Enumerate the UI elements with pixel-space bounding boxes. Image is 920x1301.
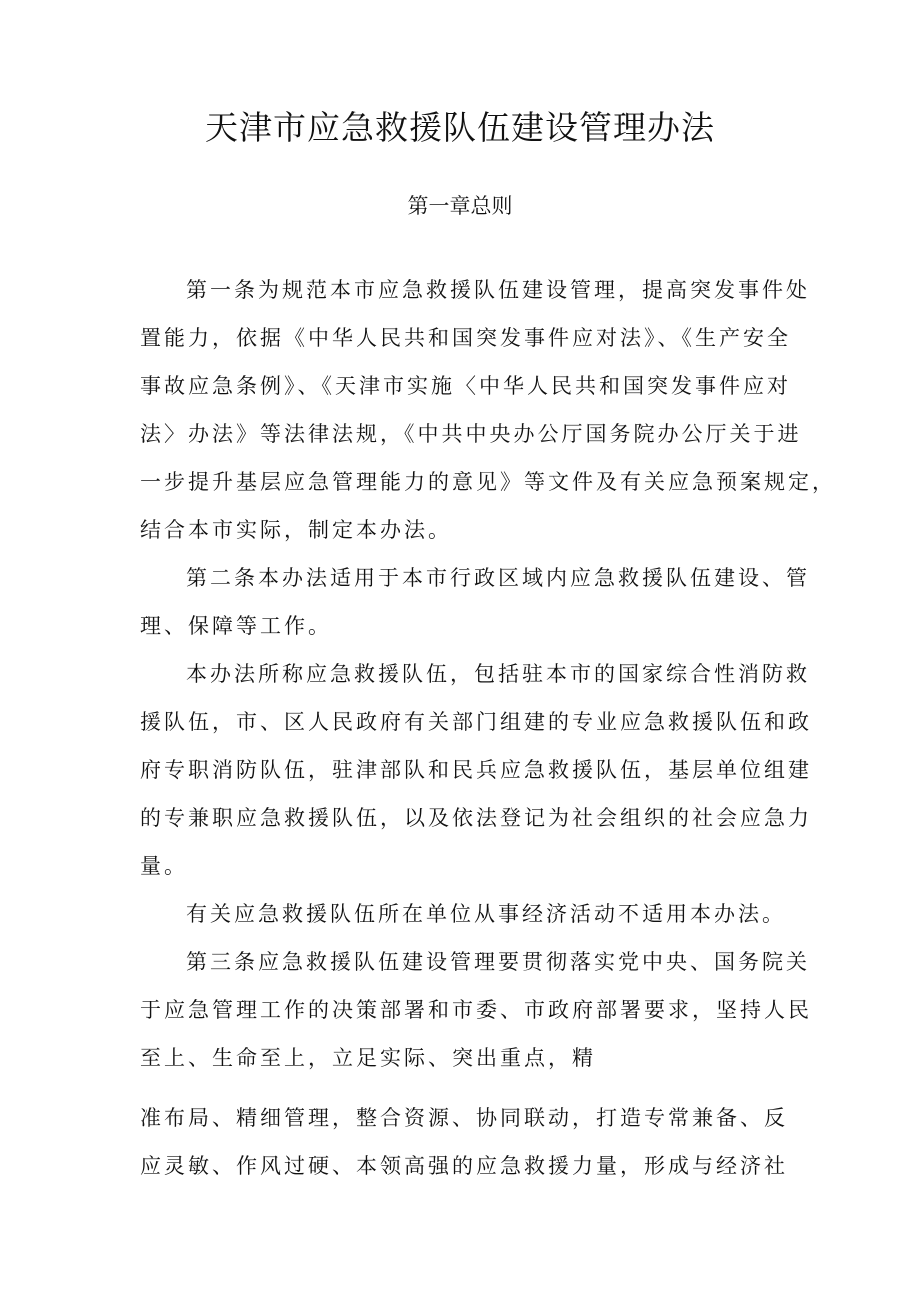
article-3-line: 第三条应急救援队伍建设管理要贯彻落实党中央、国务院关 bbox=[186, 950, 810, 974]
article-2-line: 理、保障等工作。 bbox=[140, 614, 332, 638]
article-3-line: 应灵敏、作风过硬、本领高强的应急救援力量，形成与经济社 bbox=[140, 1154, 788, 1178]
paragraph-line: 府专职消防队伍，驻津部队和民兵应急救援队伍，基层单位组建 bbox=[140, 758, 812, 782]
paragraph-line: 的专兼职应急救援队伍，以及依法登记为社会组织的社会应急力 bbox=[140, 806, 812, 830]
paragraph-line: 量。 bbox=[140, 854, 188, 878]
article-1-line: 事故应急条例》、《天津市实施〈中华人民共和国突发事件应对 bbox=[140, 374, 791, 398]
article-3-line: 于应急管理工作的决策部署和市委、市政府部署要求，坚持人民 bbox=[140, 998, 812, 1022]
article-1-line: 结合本市实际，制定本办法。 bbox=[140, 518, 452, 542]
article-2-line: 第二条本办法适用于本市行政区域内应急救援队伍建设、管 bbox=[186, 566, 810, 590]
article-3-line: 至上、生命至上，立足实际、突出重点，精 bbox=[140, 1046, 596, 1070]
paragraph-line: 本办法所称应急救援队伍，包括驻本市的国家综合性消防救 bbox=[186, 662, 810, 686]
article-1-line: 一步提升基层应急管理能力的意见》等文件及有关应急预案规定， bbox=[140, 470, 836, 494]
chapter-heading: 第一章总则 bbox=[407, 194, 513, 218]
paragraph-line: 援队伍，市、区人民政府有关部门组建的专业应急救援队伍和政 bbox=[140, 710, 812, 734]
article-1-line: 置能力，依据《中华人民共和国突发事件应对法》、《生产安全 bbox=[140, 326, 791, 350]
paragraph-line: 有关应急救援队伍所在单位从事经济活动不适用本办法。 bbox=[186, 902, 786, 926]
document-title: 天津市应急救援队伍建设管理办法 bbox=[205, 108, 715, 147]
article-1-line: 法〉办法》等法律法规，《中共中央办公厅国务院办公厅关于进 bbox=[140, 422, 802, 446]
article-3-line: 准布局、精细管理，整合资源、协同联动，打造专常兼备、反 bbox=[140, 1106, 788, 1130]
article-1-line: 第一条为规范本市应急救援队伍建设管理，提高突发事件处 bbox=[186, 278, 810, 302]
